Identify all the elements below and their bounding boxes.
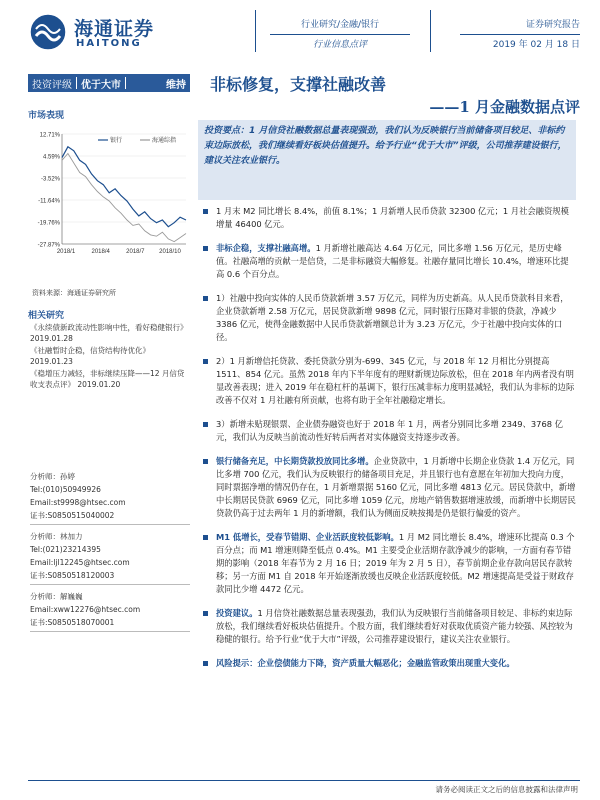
related-research-title: 相关研究 — [28, 311, 65, 321]
key-point-item: 3）新增未贴现银票、企业债券融资也好于 2018 年 1 月，两者分别同比多增 2349、3768 亿元，我们认为反映当前流动性好转后两者对实体融资支持逐步改善。 — [200, 418, 576, 444]
key-point-item: 风险提示：企业偿债能力下降，资产质量大幅恶化；金融监管政策出现重大变化。 — [200, 657, 576, 670]
logo-chinese-name: 海通证券 — [74, 18, 155, 40]
chart-source: 资料来源：海通证券研究所 — [32, 289, 116, 297]
related-item[interactable]: 《永续债新政流动性影响中性，看好稳健银行》 2019.01.28 — [30, 323, 188, 343]
report-header — [0, 0, 600, 62]
report-type: 证券研究报告 — [460, 18, 580, 35]
legend-label: 银行 — [110, 138, 123, 144]
rating-status: 维持 — [166, 79, 186, 91]
key-point-item: 1）社融中投向实体的人民币贷款新增 3.57 万亿元，同样为历史新高。从人民币贷款科目来看，企业贷款新增 2.58 万亿元，居民贷款新增 9898 亿元，同时银行压降对非银的贷款，净减少 3386 亿元，使得金融数据中人民币贷款新增额总计为 3.23 万亿元，少于社融中投向实体的口径。 — [200, 292, 576, 344]
related-research-list — [30, 322, 190, 391]
x-tick-label: 2018/1 — [56, 249, 76, 255]
key-point-item: M1 低增长，受春节错期、企业活跃度较低影响。1 月 M2 同比增长 8.4%，增速环比提高 0.3 个百分点；而 M1 增速则降至低点 0.4%。M1 主要受企业活期存款净减少的影响，一方面有春节错期的影响（2018 年春节为 2 月 16 日；2019 年为 2 月 5 日），春节前期企业存款向居民存款转移；另一方面 M1 自 2018 年开始逐渐放缓也反映企业活跃度较低。M2 增速提高是受益于财政存款同比少增 4472 亿元。 — [200, 531, 576, 596]
report-series: 行业信息点评 — [312, 40, 367, 50]
haitong-logo-icon — [28, 12, 68, 52]
header-divider — [430, 10, 431, 52]
rating-label: 投资评级 — [32, 79, 72, 91]
y-tick-label: -27.87% — [37, 242, 60, 249]
x-tick-label: 2018/10 — [159, 249, 181, 255]
footer-divider — [28, 780, 580, 781]
analyst-card: 分析师：林加力 Tel:(021)23214395 Email:ljl12245@htsec.com 证书:S0850518120003 — [30, 530, 190, 585]
y-tick-label: 4.59% — [42, 154, 60, 161]
market-performance-chart — [28, 126, 190, 260]
key-point-item: 2）1 月新增信托贷款、委托贷款分别为-699、345 亿元，与 2018 年 12 月相比分别提高 1511、854 亿元。虽然 2018 年内下半年度有的理财新规边际放松，但在 2018 年内两者没有明显改善表现；进入 2019 年在稳杠杆的基调下，银行压减非标力度明显减轻，我们认为非标的边际改善不仅对 1 月社融有所贡献，也将有助于全年社融稳定增长。 — [200, 355, 576, 407]
rating-value: 优于大市 — [81, 79, 121, 91]
related-item[interactable]: 《社融暂时企稳，信贷结构待优化》 2019.01.23 — [30, 346, 150, 366]
analyst-card: 分析师：解巍巍 Email:xww12276@htsec.com 证书:S0850518070001 — [30, 590, 190, 632]
company-logo — [28, 12, 178, 52]
rating-separator — [125, 77, 126, 89]
x-tick-label: 2018/7 — [126, 249, 145, 255]
x-tick-label: 2018/4 — [91, 249, 110, 255]
key-point-item: 投资建议。1 月信贷社融数据总量表现强劲，我们认为反映银行当前储备项目较足、非标约束边际放松，我们继续看好板块估值提升。个股方面，我们继续看好对获取优质资产能力较强、风控较为稳健的银行。给予行业“优于大市”评级，公司推荐建设银行，建议关注农业银行。 — [200, 607, 576, 646]
market-performance-title: 市场表现 — [28, 111, 65, 121]
rating-bar — [28, 74, 190, 92]
y-tick-label: -11.64% — [38, 198, 60, 205]
logo-english-name: HAITONG — [76, 38, 142, 49]
y-tick-label: -3.52% — [40, 176, 60, 183]
analyst-list — [30, 470, 190, 637]
key-point-item: 1 月末 M2 同比增长 8.4%，前值 8.1%；1 月新增人民币贷款 32300 亿元；1 月社会融资规模增量 46400 亿元。 — [200, 205, 576, 231]
report-subtitle: ——1 月金融数据点评 — [429, 98, 580, 116]
footer-disclaimer: 请务必阅读正文之后的信息披露和法律声明 — [435, 785, 578, 794]
report-title: 非标修复，支撑社融改善 — [210, 75, 387, 94]
industry-category: 行业研究/金融/银行 — [270, 18, 410, 35]
series-line-bank — [62, 147, 186, 227]
related-item[interactable]: 《稳增压力减轻，非标继续压降——12 月信贷收支表点评》 2019.01.20 — [30, 369, 185, 389]
legend-label: 海通综指 — [152, 138, 177, 144]
key-point-item: 非标企稳，支撑社融高增。1 月新增社融高达 4.64 万亿元，同比多增 1.56 万亿元，是历史峰值。社融高增的贡献一是信贷，二是非标融资大幅修复。社融存量同比增长 10.4%，增速环比提高 0.6 个百分点。 — [200, 242, 576, 281]
key-points — [200, 205, 576, 681]
key-point-item: 银行储备充足，中长期贷款投放同比多增。企业贷款中，1 月新增中长期企业贷款 1.4 万亿元，同比多增 700 亿元，我们认为反映银行的储备项目充足，并且银行也有意愿在年初加大投向力度，同时票据净增的情况仍存在，1 月新增票据 5160 亿元，同比多增 4813 亿元。居民贷款中，新增中长期居民贷款 6969 亿元，同比多增 1059 亿元，房地产销售数据增速放缓，而新增中长期居民贷款仍高于过去两年 1 月的新增额，我们认为侧面反映按揭是仍是银行偏爱的资产。 — [200, 455, 576, 520]
report-date: 2019 年 02 月 18 日 — [492, 40, 580, 50]
header-meta — [460, 18, 580, 52]
investment-summary: 投资要点：1 月信贷社融数据总量表现强劲，我们认为反映银行当前储备项目较足、非标约束边际放松，我们继续看好板块估值提升。给予行业“优于大市”评级，公司推荐建设银行，建议关注农业银行。 — [198, 120, 576, 200]
y-tick-label: 12.71% — [39, 132, 60, 139]
header-divider — [255, 10, 256, 52]
y-tick-label: -19.76% — [37, 220, 60, 227]
analyst-card: 分析师：孙婷 Tel:(010)50949926 Email:st9998@htsec.com 证书:S0850515040002 — [30, 470, 190, 525]
header-category — [270, 18, 410, 52]
